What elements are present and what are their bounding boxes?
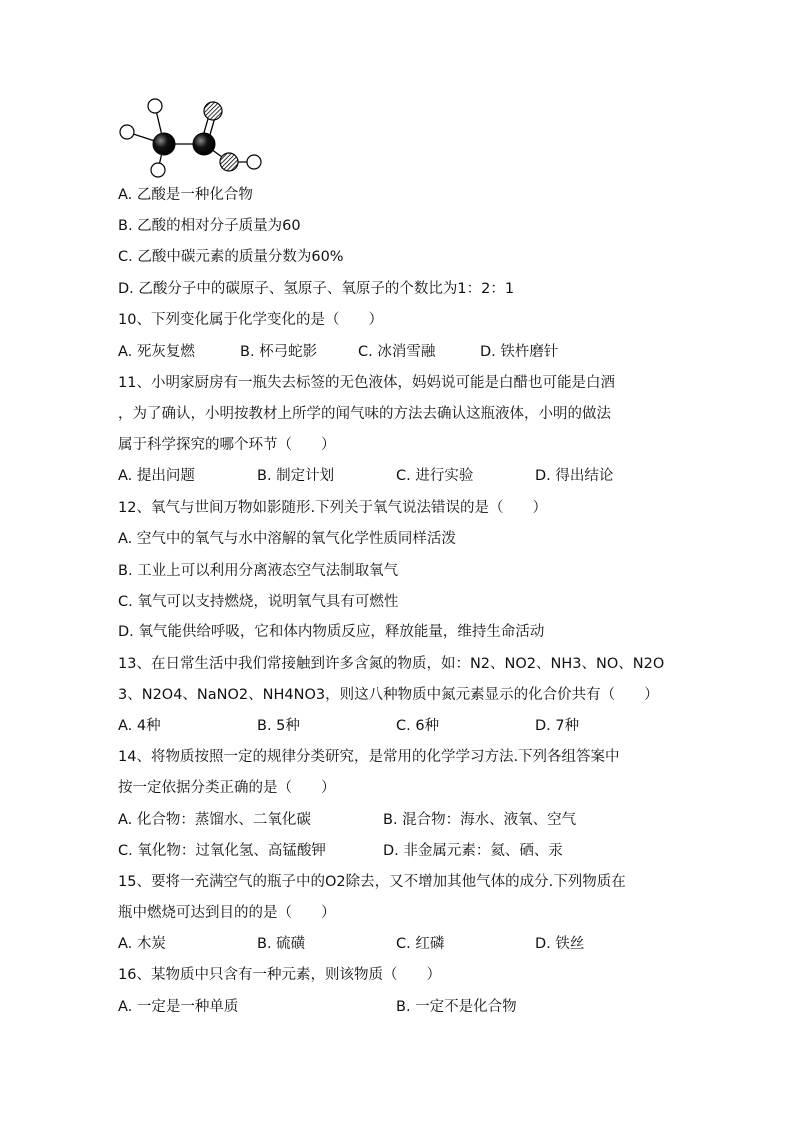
q11-stem-line-2: ，为了确认，小明按教材上所学的闻气味的方法去确认这瓶液体，小明的做法 <box>118 406 611 422</box>
q16-option-b: B. 一定不是化合物 <box>396 999 517 1015</box>
q15-stem-line-1: 15、要将一充满空气的瓶子中的O2除去，又不增加其他气体的成分.下列物质在 <box>118 874 626 890</box>
q15-option-b: B. 硫磺 <box>257 936 306 952</box>
q14-stem-line-2: 按一定依据分类正确的是（ ） <box>118 780 336 796</box>
q12-option-a: A. 空气中的氧气与水中溶解的氧气化学性质同样活泼 <box>118 531 456 547</box>
q15-option-c: C. 红磷 <box>396 936 445 952</box>
q14-option-b: B. 混合物：海水、液氧、空气 <box>383 812 577 828</box>
hydrogen-atom-icon <box>151 163 165 177</box>
q9-option-c: C. 乙酸中碳元素的质量分数为60% <box>118 249 344 265</box>
q14-stem-line-1: 14、将物质按照一定的规律分类研究，是常用的化学学习方法.下列各组答案中 <box>118 749 620 765</box>
oxygen-atom-icon <box>220 153 238 171</box>
q10-option-d: D. 铁杵磨针 <box>480 344 559 360</box>
q15-option-a: A. 木炭 <box>118 936 166 952</box>
q13-option-a: A. 4种 <box>118 718 161 734</box>
q9-option-b: B. 乙酸的相对分子质量为60 <box>118 218 301 234</box>
q14-option-a: A. 化合物：蒸馏水、二氧化碳 <box>118 812 311 828</box>
q14-option-d: D. 非金属元素：氦、硒、汞 <box>383 843 563 859</box>
q10-option-b: B. 杯弓蛇影 <box>240 344 318 360</box>
q15-stem-line-2: 瓶中燃烧可达到目的的是（ ） <box>118 905 336 921</box>
q10-stem: 10、下列变化属于化学变化的是（ ） <box>118 312 383 328</box>
q12-option-b: B. 工业上可以利用分离液态空气法制取氧气 <box>118 563 399 579</box>
q14-option-c: C. 氧化物：过氧化氢、高锰酸钾 <box>118 843 326 859</box>
q13-option-d: D. 7种 <box>535 718 580 734</box>
q11-option-b: B. 制定计划 <box>257 468 335 484</box>
q12-option-d: D. 氧气能供给呼吸，它和体内物质反应，释放能量，维持生命活动 <box>118 624 545 640</box>
q11-stem-line-3: 属于科学探究的哪个环节（ ） <box>118 437 336 453</box>
q9-option-a: A. 乙酸是一种化合物 <box>118 187 253 203</box>
oxygen-atom-icon <box>204 102 222 120</box>
q12-stem: 12、氧气与世间万物如影随形.下列关于氧气说法错误的是（ ） <box>118 500 548 516</box>
q13-stem-line-1: 13、在日常生活中我们常接触到许多含氮的物质，如：N2、NO2、NH3、NO、N2O <box>118 656 665 672</box>
carbon-atom-icon <box>153 133 175 155</box>
q13-stem-line-2: 3、N2O4、NaNO2、NH4NO3，则这八种物质中氮元素显示的化合价共有（ ） <box>118 687 659 703</box>
q11-option-d: D. 得出结论 <box>535 468 614 484</box>
q13-option-c: C. 6种 <box>396 718 440 734</box>
q12-option-c: C. 氧气可以支持燃烧，说明氧气具有可燃性 <box>118 594 399 610</box>
q10-option-a: A. 死灰复燃 <box>118 344 195 360</box>
q16-option-a: A. 一定是一种单质 <box>118 999 239 1015</box>
q11-stem-line-1: 11、小明家厨房有一瓶失去标签的无色液体，妈妈说可能是白醋也可能是白酒 <box>118 375 615 391</box>
hydrogen-atom-icon <box>120 125 134 139</box>
hydrogen-atom-icon <box>148 99 162 113</box>
q15-option-d: D. 铁丝 <box>535 936 585 952</box>
carbon-atom-icon <box>193 133 215 155</box>
q9-option-d: D. 乙酸分子中的碳原子、氢原子、氧原子的个数比为1：2：1 <box>118 281 515 297</box>
q13-option-b: B. 5种 <box>257 718 300 734</box>
q11-option-c: C. 进行实验 <box>396 468 474 484</box>
hydrogen-atom-icon <box>247 155 261 169</box>
q11-option-a: A. 提出问题 <box>118 468 195 484</box>
q10-option-c: C. 冰消雪融 <box>358 344 436 360</box>
q16-stem: 16、某物质中只含有一种元素，则该物质（ ） <box>118 967 441 983</box>
acetic-acid-molecule-icon <box>112 94 272 184</box>
